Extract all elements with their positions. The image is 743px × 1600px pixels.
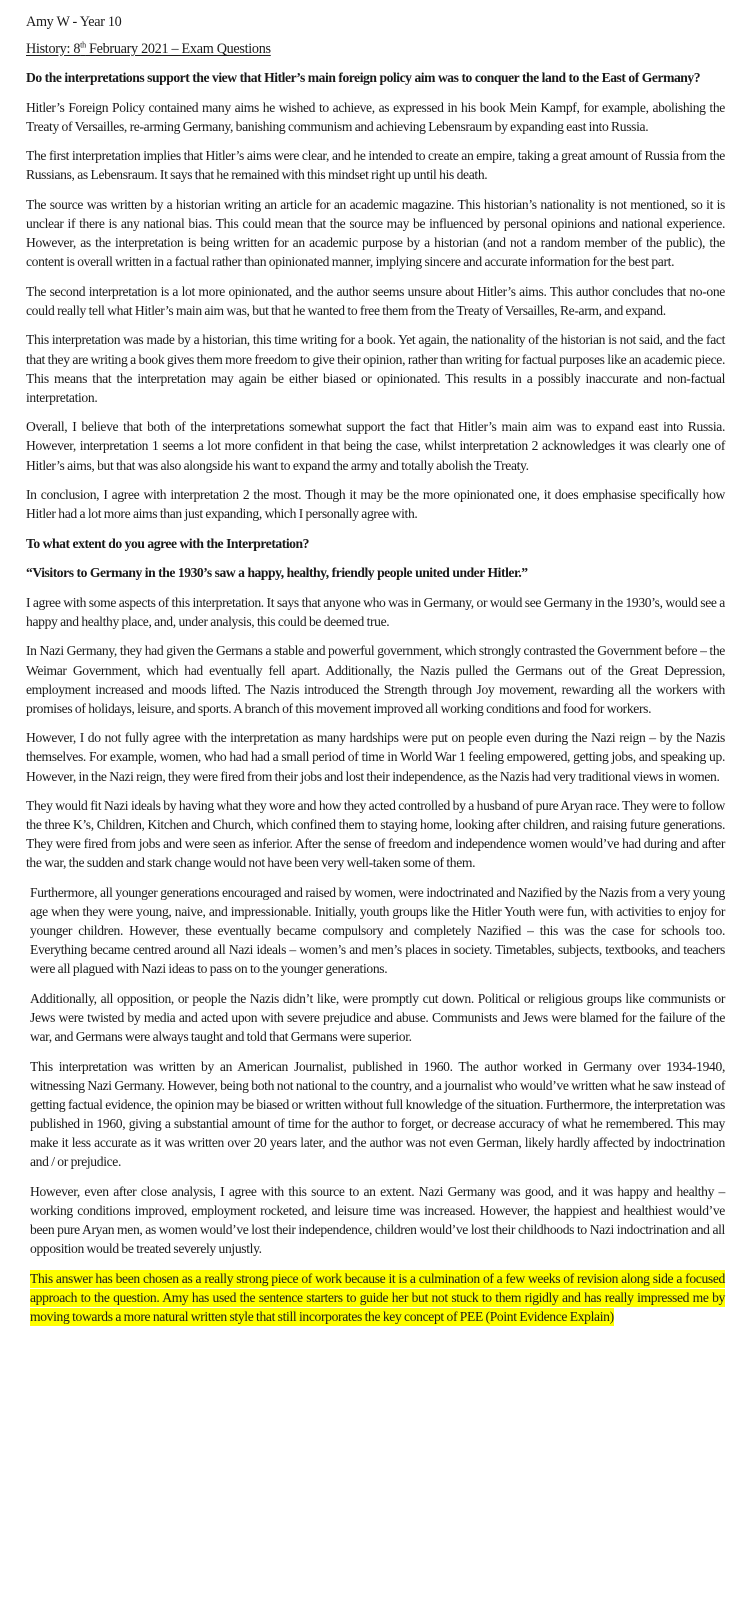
section1-paragraph: Hitler’s Foreign Policy contained many aims he wished to achieve, as expressed in his book Mein Kampf, for example, abolishing the Treaty of Versailles, re-arming Germany, banishing communism and achieving Lebensraum by expanding east into Russia.: [26, 99, 725, 134]
author-line: Amy W - Year 10: [26, 14, 122, 30]
section2-paragraph: They would fit Nazi ideals by having what they wore and how they acted controlled by a husband of pure Aryan race. They were to follow the three K’s, Children, Kitchen and Church, which confined them to staying home, looking after children, and raising future generations. They were fired from jobs and were seen as inferior. After the sense of freedom and independence women would’ve had during and after the war, the sudden and stark change would not have been very well-taken some of them.: [26, 798, 725, 871]
section2-paragraph: This interpretation was written by an American Journalist, published in 1960. The author worked in Germany over 1934-1940, witnessing Nazi Germany. However, being both not national to the country, and a journalist who would’ve written what he saw instead of getting factual evidence, the opinion may be biased or written without full knowledge of the situation. Furthermore, the interpretation was published in 1960, giving a substantial amount of time for the author to forget, or decrease accuracy of what he remembered. This may make it less accurate as it was written over 20 years later, and the author was not even German, likely hardly affected by indoctrination and / or prejudice.: [30, 1058, 725, 1170]
section2-paragraph: However, even after close analysis, I agree with this source to an extent. Nazi Germany was good, and it was happy and healthy – working conditions improved, employment rocketed, and leisure time was increased. However, the happiest and healthiest would’ve been pure Aryan men, as women would’ve lost their independence, children would’ve lost their childhoods to Nazi indoctrination and all opposition would be treated severely unjustly.: [30, 1183, 725, 1257]
section2-paragraph: Furthermore, all younger generations encouraged and raised by women, were indoctrinated and Nazified by the Nazis from a very young age when they were young, naive, and impressionable. Initially, youth groups like the Hitler Youth were fun, with activities to enjoy for younger children. However, these eventually became compulsory and completely Nazified – this was the case for schools too. Everything became centred around all Nazi ideals – women’s and men’s places in society. Timetables, subjects, textbooks, and teachers were all plagued with Nazi ideas to pass on to the younger generations.: [30, 885, 725, 977]
section1-paragraph: The first interpretation implies that Hitler’s aims were clear, and he intended to create an empire, taking a great amount of Russia from the Russians, as Lebensraum. It says that he remained with this mindset right up until his death.: [26, 148, 725, 183]
title-superscript: th: [80, 40, 86, 50]
teacher-comment-text: This answer has been chosen as a really strong piece of work because it is a culmination of a few weeks of revision along side a focused approach to the question. Amy has used the sentence starters to guide her but not stuck to them rigidly and has really impressed me by moving towards a more natural written style that still incorporates the key concept of PEE (Point Evidence Explain): [30, 1270, 725, 1324]
section2-paragraph: I agree with some aspects of this interpretation. It says that anyone who was in Germany, or would see Germany in the 1930’s, would see a happy and healthy place, and, under analysis, this could be deemed true.: [26, 594, 725, 629]
section2-paragraph: In Nazi Germany, they had given the Germans a stable and powerful government, which strongly contrasted the Government before – the Weimar Government, which had eventually fell apart. Additionally, the Nazis pulled the Germans out of the Great Depression, employment increased and moods lifted. The Nazis introduced the Strength through Joy movement, rewarding all the workers with promises of holidays, leisure, and sports. A branch of this movement improved all working conditions and food for workers.: [26, 643, 725, 716]
question-2-heading: To what extent do you agree with the Interpretation?: [26, 535, 309, 551]
section1-paragraph: The source was written by a historian writing an article for an academic magazine. This historian’s nationality is not mentioned, so it is unclear if there is any national bias. This could mean that the source may be influenced by personal opinions and national experience. However, as the interpretation is being written for an academic purpose by a historian (and not a random member of the public), the content is overall written in a factual rather than opinionated manner, implying sincere and accurate information for the best part.: [26, 196, 725, 270]
section1-paragraph: Overall, I believe that both of the interpretations somewhat support the fact that Hitler’s main aim was to expand east into Russia. However, interpretation 1 seems a lot more confident in that being the case, whilst interpretation 2 acknowledges it was clearly one of Hitler’s aims, but that was also alongside his want to expand the army and totally abolish the Treaty.: [26, 419, 725, 473]
section1-paragraph: This interpretation was made by a historian, this time writing for a book. Yet again, the nationality of the historian is not said, and the fact that they are writing a book gives them more freedom to give their opinion, rather than writing for factual purposes like an academic piece. This means that the interpretation may again be either biased or opinionated. This results in a possibly inaccurate and non-factual interpretation.: [26, 332, 725, 405]
interpretation-quote: “Visitors to Germany in the 1930’s saw a happy, healthy, friendly people united under Hitler.”: [26, 565, 528, 581]
section2-paragraph: Additionally, all opposition, or people the Nazis didn’t like, were promptly cut down. Political or religious groups like communists or Jews were twisted by media and acted upon with severe prejudice and abuse. Communists and Jews were blamed for the failure of the war, and Germans were always taught and told that Germans were superior.: [30, 990, 725, 1045]
title-suffix: February 2021 – Exam Questions: [85, 41, 271, 57]
teacher-comment: [26, 1269, 725, 1326]
question-1-heading: Do the interpretations support the view that Hitler’s main foreign policy aim was to conquer the land to the East of Germany?: [26, 70, 701, 85]
section1-paragraph: The second interpretation is a lot more opinionated, and the author seems unsure about Hitler’s aims. This author concludes that no-one could really tell what Hitler’s main aim was, but that he wanted to free them from the Treaty of Versailles, Re-arm, and expand.: [26, 283, 725, 318]
title-prefix: History: 8: [26, 41, 81, 57]
section1-paragraph: In conclusion, I agree with interpretation 2 the most. Though it may be the more opinionated one, it does emphasise specifically how Hitler had a lot more aims than just expanding, which I personally agree with.: [26, 487, 725, 522]
document-title: [26, 40, 725, 58]
section2-paragraph: However, I do not fully agree with the interpretation as many hardships were put on people even during the Nazi reign – by the Nazis themselves. For example, women, who had had a small period of time in World War 1 feeling empowered, getting jobs, and speaking up. However, in the Nazi reign, they were fired from their jobs and lost their independence, as the Nazis had very traditional views in women.: [26, 730, 725, 784]
